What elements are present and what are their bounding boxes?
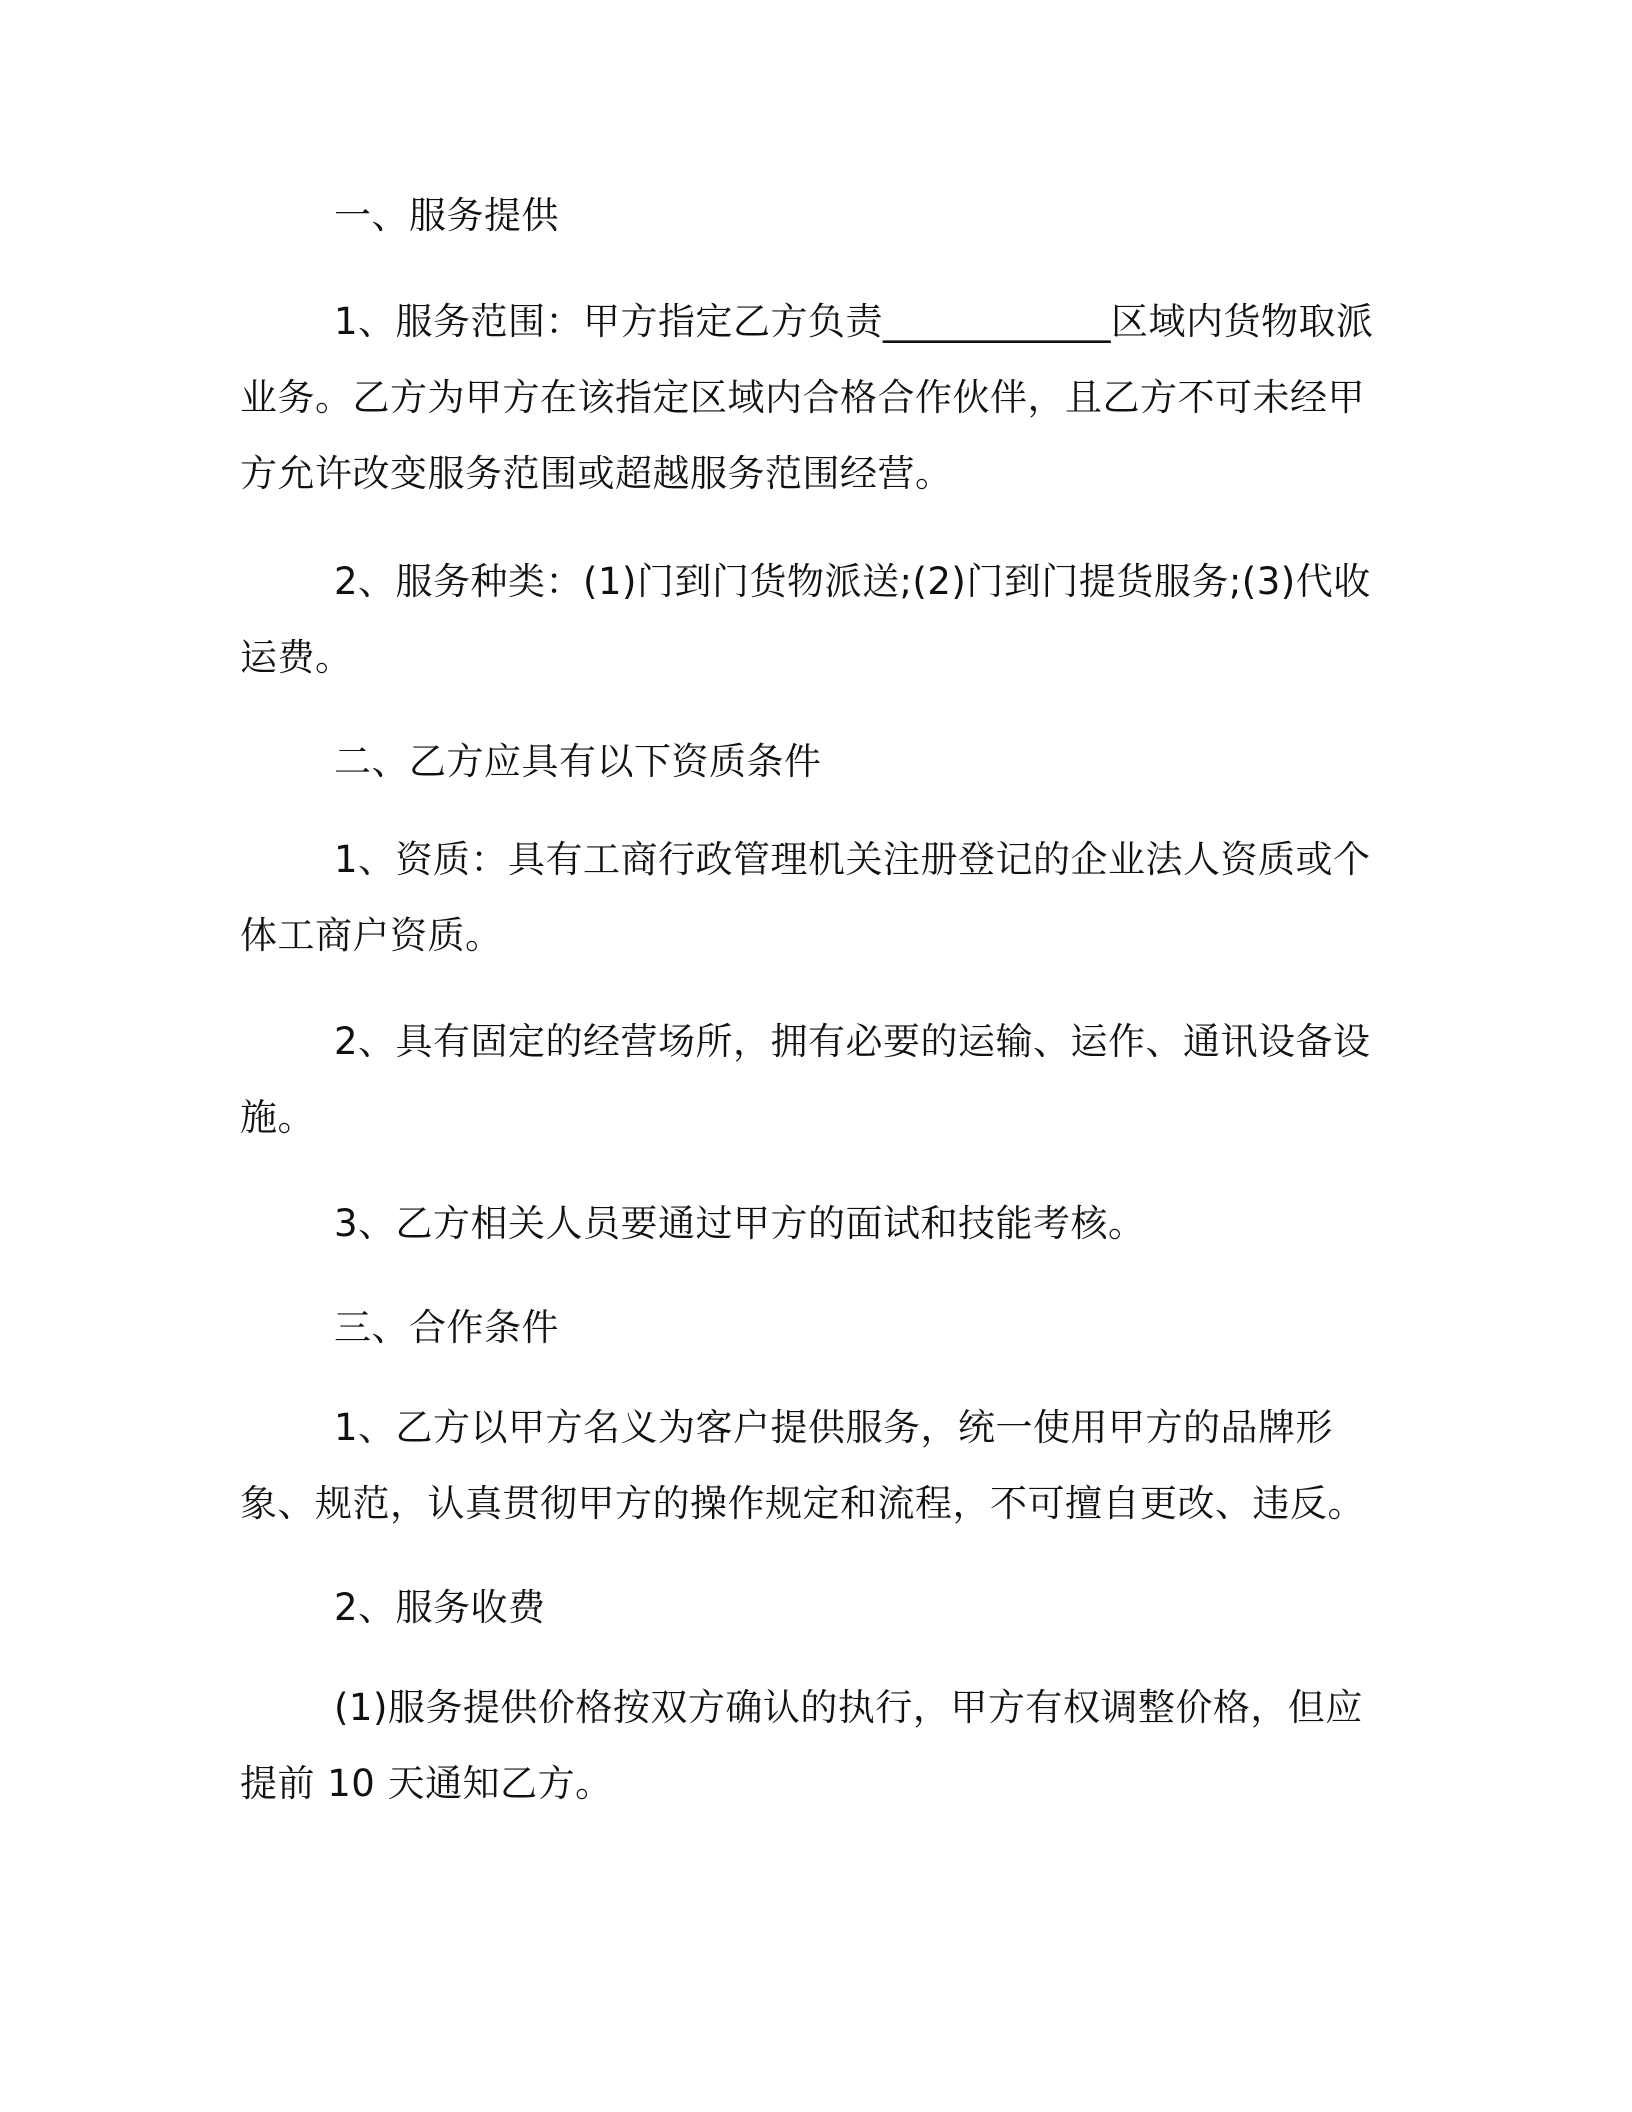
section-heading-qualifications: 二、乙方应具有以下资质条件	[334, 740, 822, 783]
paragraph-brand-usage: 1、乙方以甲方名义为客户提供服务，统一使用甲方的品牌形象、规范，认真贯彻甲方的操作规定和流程，不可擅自更改、违反。	[240, 1406, 1365, 1525]
paragraph-service-scope: 1、服务范围：甲方指定乙方负责____________区域内货物取派业务。乙方为甲方在该指定区域内合格合作伙伴，且乙方不可未经甲方允许改变服务范围或超越服务范围经营。	[240, 300, 1374, 495]
paragraph-qualification: 1、资质：具有工商行政管理机关注册登记的企业法人资质或个体工商户资质。	[240, 838, 1371, 957]
paragraph-service-fees: 2、服务收费	[334, 1586, 546, 1629]
paragraph-assessment: 3、乙方相关人员要通过甲方的面试和技能考核。	[334, 1202, 1146, 1245]
section-heading-cooperation: 三、合作条件	[334, 1306, 559, 1349]
paragraph-service-types: 2、服务种类：(1)门到门货物派送;(2)门到门提货服务;(3)代收运费。	[240, 560, 1371, 679]
section-heading-service-provision: 一、服务提供	[334, 194, 559, 237]
paragraph-pricing: (1)服务提供价格按双方确认的执行，甲方有权调整价格，但应提前 10 天通知乙方。	[240, 1686, 1363, 1805]
paragraph-facilities: 2、具有固定的经营场所，拥有必要的运输、运作、通讯设备设施。	[240, 1020, 1371, 1139]
